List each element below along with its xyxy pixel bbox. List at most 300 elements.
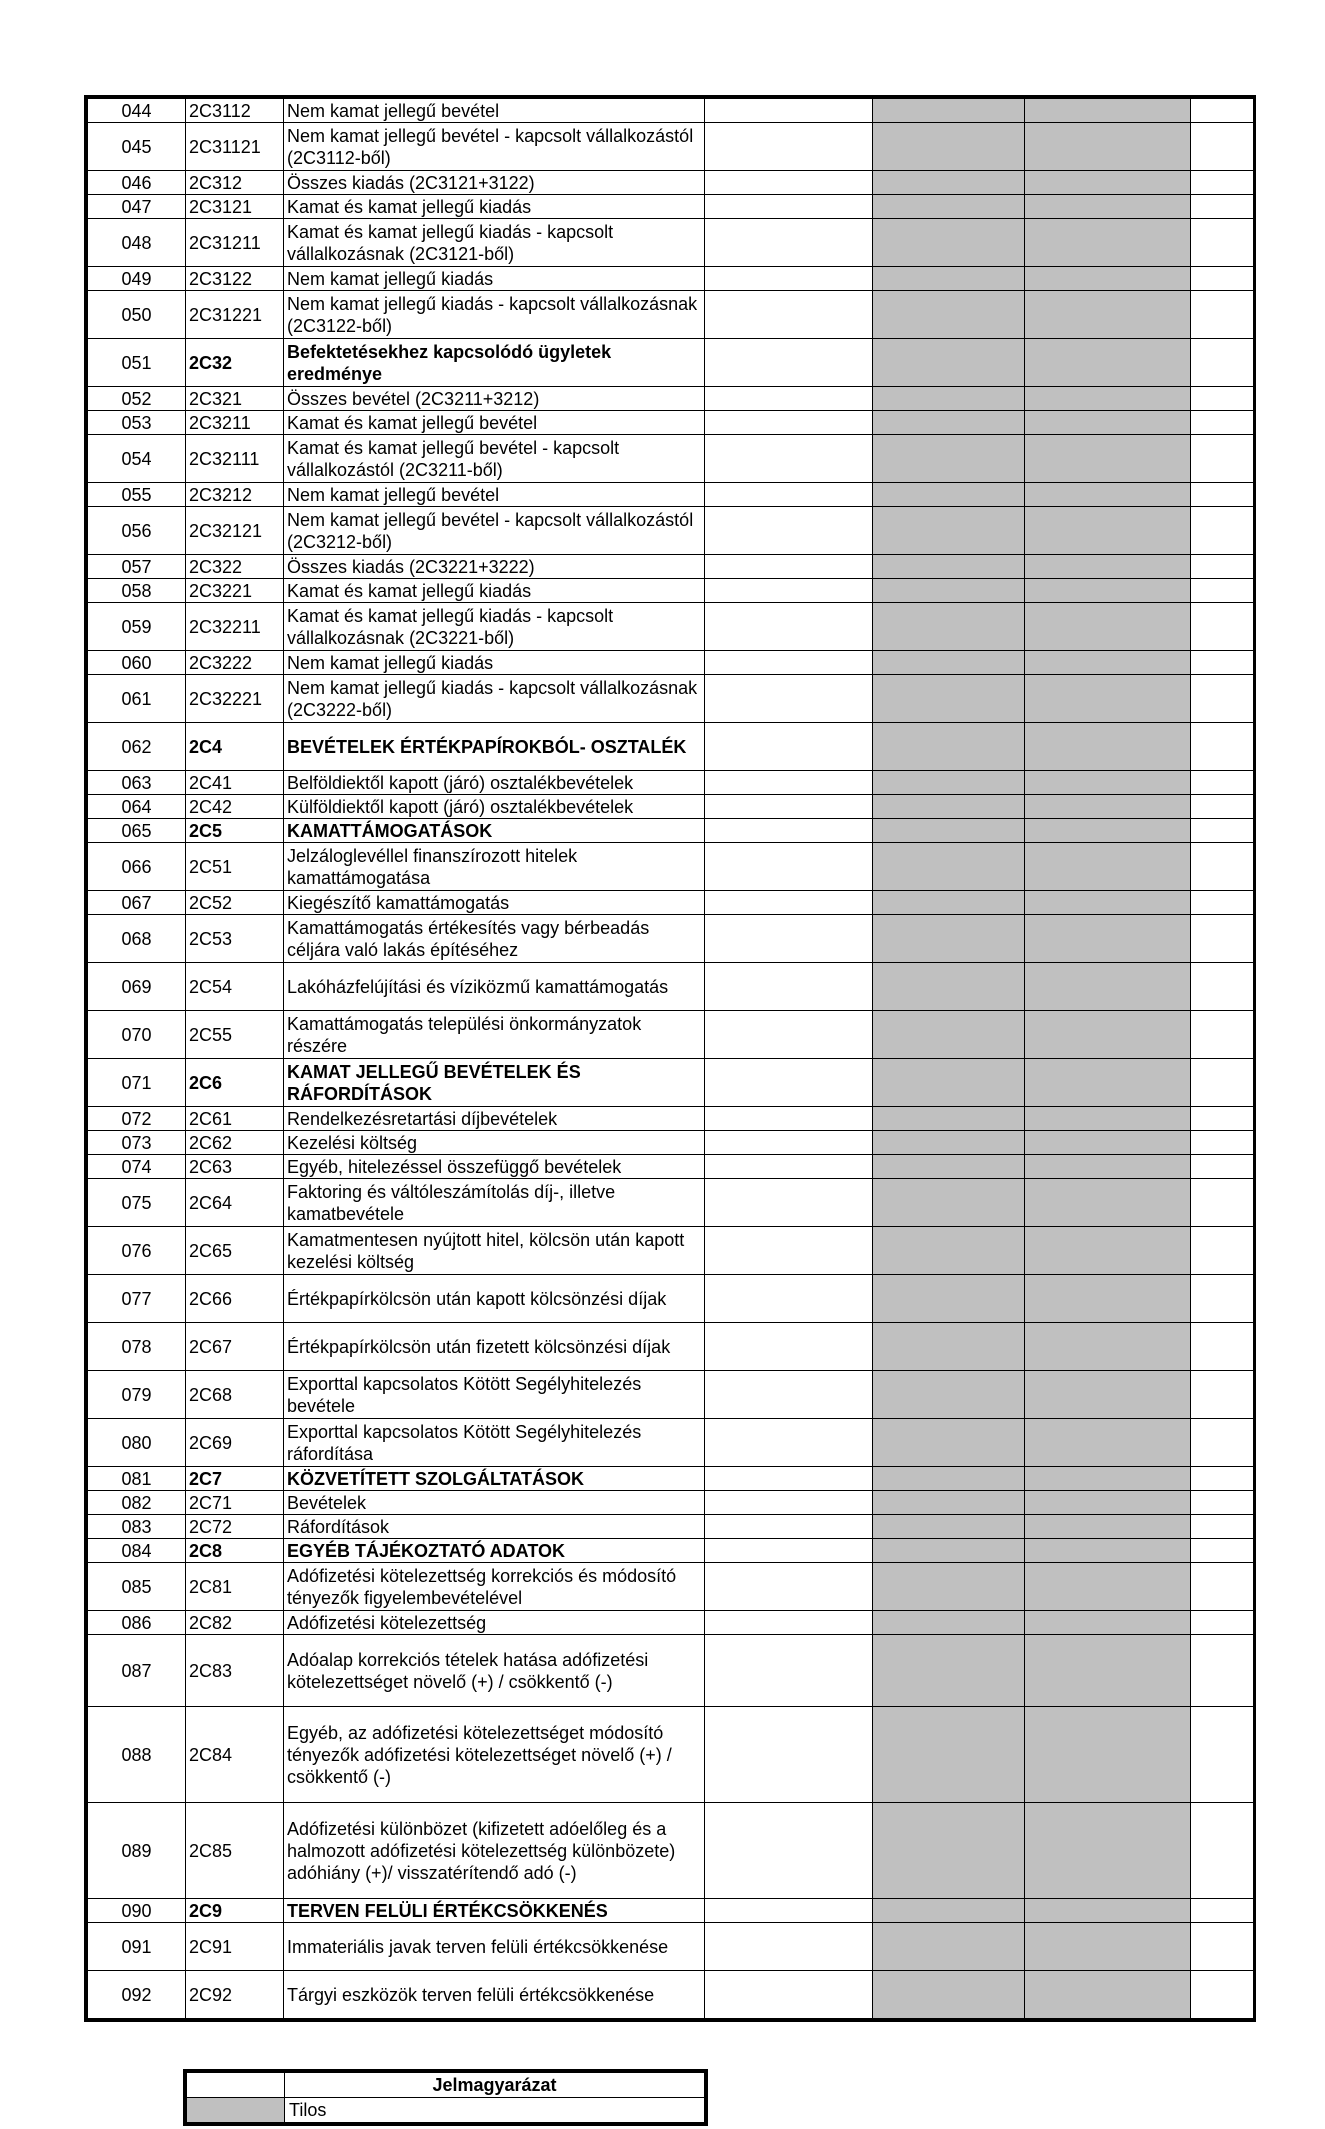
forbidden-cell-2 — [1025, 1011, 1191, 1059]
value-cell-4[interactable] — [1191, 1923, 1254, 1971]
value-cell-4[interactable] — [1191, 1563, 1254, 1611]
row-number: 048 — [88, 219, 186, 267]
forbidden-cell-1 — [873, 1371, 1025, 1419]
row-code: 2C51 — [186, 843, 284, 891]
value-cell-1[interactable] — [705, 1923, 873, 1971]
value-cell-4[interactable] — [1191, 1515, 1254, 1539]
value-cell-1[interactable] — [705, 1131, 873, 1155]
forbidden-cell-2 — [1025, 795, 1191, 819]
report-grid — [87, 98, 1254, 2019]
forbidden-cell-1 — [873, 1515, 1025, 1539]
forbidden-cell-2 — [1025, 963, 1191, 1011]
row-name: Egyéb, az adófizetési kötelezettséget módosító tényezők adófizetési kötelezettséget növelő (+) / csökkentő (-) — [284, 1707, 705, 1803]
value-cell-1[interactable] — [705, 1323, 873, 1371]
row-name: KAMAT JELLEGŰ BEVÉTELEK ÉS RÁFORDÍTÁSOK — [284, 1059, 705, 1107]
row-name: Faktoring és váltóleszámítolás díj-, illetve kamatbevétele — [284, 1179, 705, 1227]
forbidden-cell-1 — [873, 891, 1025, 915]
row-code: 2C3112 — [186, 99, 284, 123]
table-row — [88, 891, 1254, 915]
row-code: 2C61 — [186, 1107, 284, 1131]
value-cell-4[interactable] — [1191, 1419, 1254, 1467]
value-cell-1[interactable] — [705, 1419, 873, 1467]
forbidden-cell-2 — [1025, 891, 1191, 915]
value-cell-1[interactable] — [705, 219, 873, 267]
value-cell-1[interactable] — [705, 843, 873, 891]
table-row — [88, 1803, 1254, 1899]
forbidden-cell-1 — [873, 675, 1025, 723]
value-cell-1[interactable] — [705, 651, 873, 675]
row-code: 2C84 — [186, 1707, 284, 1803]
value-cell-4[interactable] — [1191, 195, 1254, 219]
value-cell-4[interactable] — [1191, 435, 1254, 483]
row-code: 2C52 — [186, 891, 284, 915]
row-name: Kamattámogatás értékesítés vagy bérbeadás céljára való lakás építéséhez — [284, 915, 705, 963]
value-cell-4[interactable] — [1191, 411, 1254, 435]
forbidden-cell-2 — [1025, 723, 1191, 771]
value-cell-1[interactable] — [705, 1611, 873, 1635]
value-cell-4[interactable] — [1191, 555, 1254, 579]
forbidden-cell-2 — [1025, 843, 1191, 891]
forbidden-cell-1 — [873, 1227, 1025, 1275]
table-row — [88, 723, 1254, 771]
value-cell-1[interactable] — [705, 963, 873, 1011]
forbidden-cell-2 — [1025, 603, 1191, 651]
value-cell-1[interactable] — [705, 675, 873, 723]
row-name: Jelzáloglevéllel finanszírozott hitelek kamattámogatása — [284, 843, 705, 891]
value-cell-1[interactable] — [705, 1179, 873, 1227]
row-name: Összes kiadás (2C3221+3222) — [284, 555, 705, 579]
row-code: 2C312 — [186, 171, 284, 195]
value-cell-1[interactable] — [705, 579, 873, 603]
row-name: Nem kamat jellegű bevétel - kapcsolt vállalkozástól (2C3112-ből) — [284, 123, 705, 171]
forbidden-cell-2 — [1025, 1179, 1191, 1227]
row-name: Nem kamat jellegű bevétel — [284, 99, 705, 123]
row-number: 082 — [88, 1491, 186, 1515]
table-row — [88, 603, 1254, 651]
row-number: 068 — [88, 915, 186, 963]
forbidden-cell-2 — [1025, 387, 1191, 411]
row-name: Kamat és kamat jellegű bevétel - kapcsolt vállalkozástól (2C3211-ből) — [284, 435, 705, 483]
row-name: TERVEN FELÜLI ÉRTÉKCSÖKKENÉS — [284, 1899, 705, 1923]
row-code: 2C64 — [186, 1179, 284, 1227]
row-code: 2C69 — [186, 1419, 284, 1467]
row-name: Nem kamat jellegű kiadás - kapcsolt vállalkozásnak (2C3122-ből) — [284, 291, 705, 339]
row-number: 044 — [88, 99, 186, 123]
report-table — [84, 95, 1256, 2022]
row-code: 2C5 — [186, 819, 284, 843]
value-cell-4[interactable] — [1191, 1155, 1254, 1179]
value-cell-4[interactable] — [1191, 219, 1254, 267]
value-cell-1[interactable] — [705, 1707, 873, 1803]
row-name: Kamat és kamat jellegű kiadás - kapcsolt vállalkozásnak (2C3121-ből) — [284, 219, 705, 267]
row-name: Lakóházfelújítási és víziközmű kamattámogatás — [284, 963, 705, 1011]
value-cell-1[interactable] — [705, 1467, 873, 1491]
forbidden-cell-2 — [1025, 1059, 1191, 1107]
value-cell-4[interactable] — [1191, 1635, 1254, 1707]
value-cell-4[interactable] — [1191, 819, 1254, 843]
table-row — [88, 1611, 1254, 1635]
forbidden-cell-1 — [873, 1467, 1025, 1491]
row-code: 2C32211 — [186, 603, 284, 651]
table-row — [88, 1515, 1254, 1539]
forbidden-cell-2 — [1025, 1635, 1191, 1707]
row-code: 2C31121 — [186, 123, 284, 171]
forbidden-cell-2 — [1025, 1515, 1191, 1539]
value-cell-4[interactable] — [1191, 1707, 1254, 1803]
row-number: 085 — [88, 1563, 186, 1611]
value-cell-1[interactable] — [705, 1491, 873, 1515]
table-row — [88, 1899, 1254, 1923]
row-name: Nem kamat jellegű kiadás — [284, 651, 705, 675]
row-number: 088 — [88, 1707, 186, 1803]
legend — [183, 2069, 708, 2126]
value-cell-1[interactable] — [705, 819, 873, 843]
value-cell-1[interactable] — [705, 1155, 873, 1179]
forbidden-cell-1 — [873, 1179, 1025, 1227]
row-code: 2C31221 — [186, 291, 284, 339]
value-cell-1[interactable] — [705, 1563, 873, 1611]
forbidden-cell-2 — [1025, 1803, 1191, 1899]
value-cell-4[interactable] — [1191, 771, 1254, 795]
value-cell-4[interactable] — [1191, 99, 1254, 123]
row-code: 2C321 — [186, 387, 284, 411]
row-code: 2C3212 — [186, 483, 284, 507]
forbidden-cell-1 — [873, 507, 1025, 555]
legend-swatch — [187, 2098, 285, 2123]
row-number: 087 — [88, 1635, 186, 1707]
value-cell-4[interactable] — [1191, 1467, 1254, 1491]
row-code: 2C72 — [186, 1515, 284, 1539]
table-row — [88, 843, 1254, 891]
row-code: 2C54 — [186, 963, 284, 1011]
value-cell-4[interactable] — [1191, 1275, 1254, 1323]
row-name: Egyéb, hitelezéssel összefüggő bevételek — [284, 1155, 705, 1179]
table-row — [88, 795, 1254, 819]
value-cell-4[interactable] — [1191, 1059, 1254, 1107]
row-number: 075 — [88, 1179, 186, 1227]
table-row — [88, 339, 1254, 387]
value-cell-4[interactable] — [1191, 1539, 1254, 1563]
value-cell-1[interactable] — [705, 1635, 873, 1707]
row-number: 079 — [88, 1371, 186, 1419]
row-code: 2C3222 — [186, 651, 284, 675]
table-row — [88, 1539, 1254, 1563]
row-code: 2C85 — [186, 1803, 284, 1899]
row-number: 047 — [88, 195, 186, 219]
forbidden-cell-1 — [873, 1155, 1025, 1179]
table-row — [88, 195, 1254, 219]
row-code: 2C3121 — [186, 195, 284, 219]
table-row — [88, 963, 1254, 1011]
forbidden-cell-1 — [873, 435, 1025, 483]
forbidden-cell-2 — [1025, 507, 1191, 555]
table-row — [88, 435, 1254, 483]
forbidden-cell-1 — [873, 1923, 1025, 1971]
value-cell-4[interactable] — [1191, 723, 1254, 771]
forbidden-cell-2 — [1025, 1323, 1191, 1371]
value-cell-1[interactable] — [705, 1275, 873, 1323]
row-number: 080 — [88, 1419, 186, 1467]
value-cell-1[interactable] — [705, 339, 873, 387]
row-name: EGYÉB TÁJÉKOZTATÓ ADATOK — [284, 1539, 705, 1563]
row-number: 046 — [88, 171, 186, 195]
forbidden-cell-1 — [873, 1323, 1025, 1371]
table-row — [88, 1419, 1254, 1467]
value-cell-1[interactable] — [705, 291, 873, 339]
row-name: Bevételek — [284, 1491, 705, 1515]
table-row — [88, 1227, 1254, 1275]
forbidden-cell-1 — [873, 1707, 1025, 1803]
row-number: 078 — [88, 1323, 186, 1371]
row-number: 092 — [88, 1971, 186, 2019]
row-name: Kamattámogatás települési önkormányzatok részére — [284, 1011, 705, 1059]
row-code: 2C81 — [186, 1563, 284, 1611]
row-code: 2C3221 — [186, 579, 284, 603]
row-code: 2C8 — [186, 1539, 284, 1563]
forbidden-cell-2 — [1025, 1155, 1191, 1179]
value-cell-1[interactable] — [705, 171, 873, 195]
table-row — [88, 915, 1254, 963]
forbidden-cell-1 — [873, 579, 1025, 603]
value-cell-1[interactable] — [705, 1011, 873, 1059]
forbidden-cell-2 — [1025, 411, 1191, 435]
forbidden-cell-1 — [873, 1131, 1025, 1155]
value-cell-4[interactable] — [1191, 1491, 1254, 1515]
row-name: Adófizetési kötelezettség — [284, 1611, 705, 1635]
table-row — [88, 651, 1254, 675]
row-number: 090 — [88, 1899, 186, 1923]
value-cell-4[interactable] — [1191, 1371, 1254, 1419]
table-row — [88, 1635, 1254, 1707]
value-cell-1[interactable] — [705, 507, 873, 555]
row-code: 2C67 — [186, 1323, 284, 1371]
row-number: 077 — [88, 1275, 186, 1323]
value-cell-4[interactable] — [1191, 795, 1254, 819]
table-row — [88, 1923, 1254, 1971]
row-name: Befektetésekhez kapcsolódó ügyletek eredménye — [284, 339, 705, 387]
row-code: 2C7 — [186, 1467, 284, 1491]
row-number: 049 — [88, 267, 186, 291]
row-number: 084 — [88, 1539, 186, 1563]
value-cell-4[interactable] — [1191, 1803, 1254, 1899]
forbidden-cell-1 — [873, 339, 1025, 387]
forbidden-cell-2 — [1025, 435, 1191, 483]
row-number: 059 — [88, 603, 186, 651]
row-name: Exporttal kapcsolatos Kötött Segélyhitelezés bevétele — [284, 1371, 705, 1419]
forbidden-cell-2 — [1025, 483, 1191, 507]
row-name: Értékpapírkölcsön után kapott kölcsönzési díjak — [284, 1275, 705, 1323]
table-row — [88, 1107, 1254, 1131]
value-cell-1[interactable] — [705, 1227, 873, 1275]
table-row — [88, 1179, 1254, 1227]
value-cell-1[interactable] — [705, 1899, 873, 1923]
row-name: Kezelési költség — [284, 1131, 705, 1155]
forbidden-cell-2 — [1025, 1491, 1191, 1515]
value-cell-1[interactable] — [705, 123, 873, 171]
value-cell-4[interactable] — [1191, 1107, 1254, 1131]
row-code: 2C92 — [186, 1971, 284, 2019]
value-cell-4[interactable] — [1191, 1971, 1254, 2019]
row-name: Adófizetési kötelezettség korrekciós és módosító tényezők figyelembevételével — [284, 1563, 705, 1611]
row-code: 2C83 — [186, 1635, 284, 1707]
forbidden-cell-1 — [873, 819, 1025, 843]
value-cell-1[interactable] — [705, 795, 873, 819]
forbidden-cell-1 — [873, 915, 1025, 963]
row-number: 065 — [88, 819, 186, 843]
forbidden-cell-1 — [873, 1107, 1025, 1131]
row-name: Adófizetési különbözet (kifizetett adóelőleg és a halmozott adófizetési kötelezettség különbözete) adóhiány (+)/ visszatérítendő adó (-) — [284, 1803, 705, 1899]
legend-table — [186, 2072, 705, 2123]
forbidden-cell-1 — [873, 1491, 1025, 1515]
value-cell-4[interactable] — [1191, 339, 1254, 387]
row-name: Kiegészítő kamattámogatás — [284, 891, 705, 915]
value-cell-1[interactable] — [705, 195, 873, 219]
forbidden-cell-2 — [1025, 915, 1191, 963]
value-cell-1[interactable] — [705, 387, 873, 411]
value-cell-4[interactable] — [1191, 1131, 1254, 1155]
row-code: 2C53 — [186, 915, 284, 963]
row-number: 074 — [88, 1155, 186, 1179]
table-row — [88, 1563, 1254, 1611]
forbidden-cell-1 — [873, 1539, 1025, 1563]
value-cell-1[interactable] — [705, 891, 873, 915]
forbidden-cell-2 — [1025, 1227, 1191, 1275]
value-cell-1[interactable] — [705, 483, 873, 507]
row-code: 2C71 — [186, 1491, 284, 1515]
value-cell-4[interactable] — [1191, 507, 1254, 555]
forbidden-cell-1 — [873, 483, 1025, 507]
value-cell-4[interactable] — [1191, 123, 1254, 171]
table-row — [88, 819, 1254, 843]
forbidden-cell-1 — [873, 291, 1025, 339]
row-number: 060 — [88, 651, 186, 675]
row-name: Kamat és kamat jellegű kiadás — [284, 195, 705, 219]
row-name: Immateriális javak terven felüli értékcsökkenése — [284, 1923, 705, 1971]
value-cell-1[interactable] — [705, 603, 873, 651]
value-cell-1[interactable] — [705, 1371, 873, 1419]
value-cell-1[interactable] — [705, 1539, 873, 1563]
value-cell-4[interactable] — [1191, 1611, 1254, 1635]
table-row — [88, 507, 1254, 555]
value-cell-4[interactable] — [1191, 915, 1254, 963]
table-row — [88, 219, 1254, 267]
value-cell-1[interactable] — [705, 411, 873, 435]
forbidden-cell-1 — [873, 411, 1025, 435]
row-name: KAMATTÁMOGATÁSOK — [284, 819, 705, 843]
forbidden-cell-2 — [1025, 1611, 1191, 1635]
forbidden-cell-1 — [873, 1563, 1025, 1611]
value-cell-4[interactable] — [1191, 603, 1254, 651]
row-code: 2C82 — [186, 1611, 284, 1635]
value-cell-1[interactable] — [705, 555, 873, 579]
value-cell-4[interactable] — [1191, 171, 1254, 195]
table-row — [88, 1275, 1254, 1323]
forbidden-cell-2 — [1025, 1467, 1191, 1491]
value-cell-4[interactable] — [1191, 675, 1254, 723]
value-cell-1[interactable] — [705, 915, 873, 963]
value-cell-4[interactable] — [1191, 291, 1254, 339]
forbidden-cell-2 — [1025, 195, 1191, 219]
value-cell-4[interactable] — [1191, 387, 1254, 411]
row-number: 089 — [88, 1803, 186, 1899]
forbidden-cell-1 — [873, 1059, 1025, 1107]
value-cell-1[interactable] — [705, 1059, 873, 1107]
value-cell-1[interactable] — [705, 1515, 873, 1539]
value-cell-1[interactable] — [705, 723, 873, 771]
value-cell-1[interactable] — [705, 267, 873, 291]
forbidden-cell-1 — [873, 1899, 1025, 1923]
row-number: 053 — [88, 411, 186, 435]
row-code: 2C91 — [186, 1923, 284, 1971]
row-number: 045 — [88, 123, 186, 171]
value-cell-1[interactable] — [705, 771, 873, 795]
value-cell-4[interactable] — [1191, 267, 1254, 291]
row-name: Nem kamat jellegű bevétel — [284, 483, 705, 507]
forbidden-cell-2 — [1025, 1899, 1191, 1923]
value-cell-1[interactable] — [705, 99, 873, 123]
value-cell-4[interactable] — [1191, 1899, 1254, 1923]
value-cell-1[interactable] — [705, 1971, 873, 2019]
row-code: 2C63 — [186, 1155, 284, 1179]
row-number: 076 — [88, 1227, 186, 1275]
value-cell-4[interactable] — [1191, 1179, 1254, 1227]
row-number: 057 — [88, 555, 186, 579]
row-code: 2C41 — [186, 771, 284, 795]
value-cell-4[interactable] — [1191, 1323, 1254, 1371]
value-cell-4[interactable] — [1191, 1227, 1254, 1275]
forbidden-cell-1 — [873, 267, 1025, 291]
forbidden-cell-2 — [1025, 171, 1191, 195]
row-number: 064 — [88, 795, 186, 819]
forbidden-cell-2 — [1025, 1971, 1191, 2019]
row-number: 062 — [88, 723, 186, 771]
row-number: 083 — [88, 1515, 186, 1539]
value-cell-4[interactable] — [1191, 579, 1254, 603]
forbidden-cell-1 — [873, 795, 1025, 819]
forbidden-cell-2 — [1025, 219, 1191, 267]
table-row — [88, 771, 1254, 795]
table-row — [88, 483, 1254, 507]
table-row — [88, 579, 1254, 603]
value-cell-4[interactable] — [1191, 1011, 1254, 1059]
row-number: 050 — [88, 291, 186, 339]
value-cell-4[interactable] — [1191, 483, 1254, 507]
row-name: Tárgyi eszközök terven felüli értékcsökkenése — [284, 1971, 705, 2019]
forbidden-cell-1 — [873, 99, 1025, 123]
row-number: 073 — [88, 1131, 186, 1155]
table-row — [88, 267, 1254, 291]
value-cell-4[interactable] — [1191, 963, 1254, 1011]
row-name: Belföldiektől kapott (járó) osztalékbevételek — [284, 771, 705, 795]
row-code: 2C62 — [186, 1131, 284, 1155]
forbidden-cell-2 — [1025, 579, 1191, 603]
table-row — [88, 1707, 1254, 1803]
forbidden-cell-2 — [1025, 267, 1191, 291]
row-code: 2C322 — [186, 555, 284, 579]
value-cell-1[interactable] — [705, 435, 873, 483]
forbidden-cell-2 — [1025, 651, 1191, 675]
row-code: 2C31211 — [186, 219, 284, 267]
forbidden-cell-2 — [1025, 555, 1191, 579]
value-cell-4[interactable] — [1191, 843, 1254, 891]
value-cell-4[interactable] — [1191, 891, 1254, 915]
value-cell-4[interactable] — [1191, 651, 1254, 675]
value-cell-1[interactable] — [705, 1803, 873, 1899]
row-number: 063 — [88, 771, 186, 795]
value-cell-1[interactable] — [705, 1107, 873, 1131]
forbidden-cell-2 — [1025, 1923, 1191, 1971]
table-row — [88, 411, 1254, 435]
